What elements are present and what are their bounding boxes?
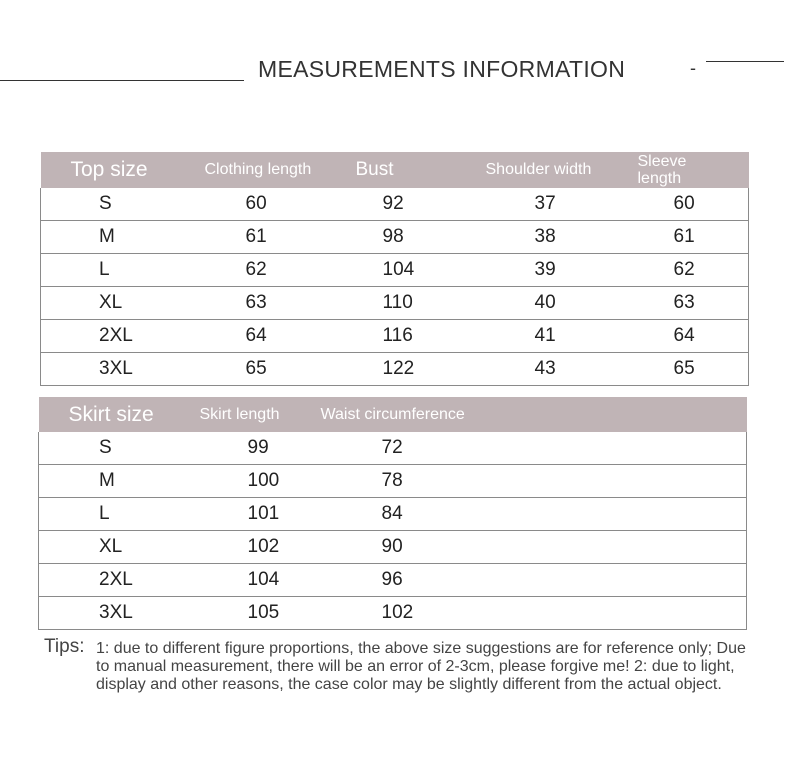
top-size-sleeve-length-cell: 64 [598, 320, 749, 353]
skirt-size-size-cell: 3XL [39, 597, 171, 630]
skirt-size-header-row [39, 397, 747, 432]
page-title: MEASUREMENTS INFORMATION [258, 56, 626, 82]
skirt-size-waist-circumference-cell: 72 [319, 432, 747, 465]
skirt-size-waist-circumference-cell: 84 [319, 498, 747, 531]
top-size-shoulder-width-cell: 40 [458, 287, 598, 320]
top-size-header: Top size [41, 152, 173, 188]
top-size-row [41, 254, 749, 287]
top-size-size-cell: 3XL [41, 353, 173, 386]
top-size-size-cell: 2XL [41, 320, 173, 353]
header-rule-right [706, 61, 784, 62]
top-size-bust-cell: 98 [318, 221, 458, 254]
skirt-size-row [39, 597, 747, 630]
top-size-bust-cell: 122 [318, 353, 458, 386]
top-size-clothing-length-cell: 63 [173, 287, 318, 320]
top-size-size-cell: L [41, 254, 173, 287]
top-size-clothing-length-cell: 61 [173, 221, 318, 254]
top-size-shoulder-width-cell: 43 [458, 353, 598, 386]
top-size-bust-cell: 116 [318, 320, 458, 353]
skirt-size-skirt-length-cell: 101 [171, 498, 319, 531]
sleeve-length-header: Sleeve length [598, 152, 749, 188]
top-size-clothing-length-cell: 64 [173, 320, 318, 353]
skirt-size-size-cell: XL [39, 531, 171, 564]
top-size-shoulder-width-cell: 38 [458, 221, 598, 254]
top-size-size-cell: XL [41, 287, 173, 320]
top-size-header-row [41, 152, 749, 188]
top-size-shoulder-width-cell: 41 [458, 320, 598, 353]
waist-circumference-header: Waist circumference [319, 397, 747, 432]
top-size-table [40, 152, 749, 386]
skirt-size-size-cell: 2XL [39, 564, 171, 597]
top-size-row [41, 287, 749, 320]
top-size-row [41, 188, 749, 221]
clothing-length-header: Clothing length [173, 152, 318, 188]
top-size-bust-cell: 104 [318, 254, 458, 287]
tips-text: 1: due to different figure proportions, the above size suggestions are for reference only; Due to manual measurement, there will be an error of 2-3cm, please forgive me! 2: due to light, display and other reasons, the case color may be slightly different from the actual object. [96, 640, 746, 693]
header-rule-left [0, 80, 244, 81]
skirt-size-waist-circumference-cell: 96 [319, 564, 747, 597]
skirt-size-row [39, 564, 747, 597]
top-size-clothing-length-cell: 62 [173, 254, 318, 287]
skirt-size-table [38, 397, 747, 630]
top-size-row [41, 320, 749, 353]
skirt-size-row [39, 531, 747, 564]
top-size-row [41, 353, 749, 386]
top-size-size-cell: S [41, 188, 173, 221]
skirt-size-waist-circumference-cell: 102 [319, 597, 747, 630]
skirt-size-size-cell: M [39, 465, 171, 498]
skirt-size-waist-circumference-cell: 90 [319, 531, 747, 564]
top-size-bust-cell: 110 [318, 287, 458, 320]
top-size-bust-cell: 92 [318, 188, 458, 221]
skirt-size-skirt-length-cell: 99 [171, 432, 319, 465]
top-size-clothing-length-cell: 60 [173, 188, 318, 221]
skirt-size-skirt-length-cell: 105 [171, 597, 319, 630]
tips-label: Tips: [44, 636, 85, 657]
skirt-size-row [39, 498, 747, 531]
skirt-size-waist-circumference-cell: 78 [319, 465, 747, 498]
top-size-sleeve-length-cell: 63 [598, 287, 749, 320]
skirt-size-row [39, 432, 747, 465]
top-size-sleeve-length-cell: 61 [598, 221, 749, 254]
skirt-size-row [39, 465, 747, 498]
skirt-size-skirt-length-cell: 102 [171, 531, 319, 564]
skirt-size-skirt-length-cell: 104 [171, 564, 319, 597]
skirt-size-header: Skirt size [39, 397, 171, 432]
skirt-size-skirt-length-cell: 100 [171, 465, 319, 498]
top-size-clothing-length-cell: 65 [173, 353, 318, 386]
top-size-shoulder-width-cell: 39 [458, 254, 598, 287]
top-size-sleeve-length-cell: 60 [598, 188, 749, 221]
top-size-row [41, 221, 749, 254]
bust-header: Bust [318, 152, 458, 188]
top-size-size-cell: M [41, 221, 173, 254]
skirt-size-size-cell: L [39, 498, 171, 531]
header-dash: - [690, 58, 696, 78]
top-size-shoulder-width-cell: 37 [458, 188, 598, 221]
skirt-length-header: Skirt length [171, 397, 319, 432]
top-size-sleeve-length-cell: 65 [598, 353, 749, 386]
skirt-size-size-cell: S [39, 432, 171, 465]
top-size-sleeve-length-cell: 62 [598, 254, 749, 287]
shoulder-width-header: Shoulder width [458, 152, 598, 188]
